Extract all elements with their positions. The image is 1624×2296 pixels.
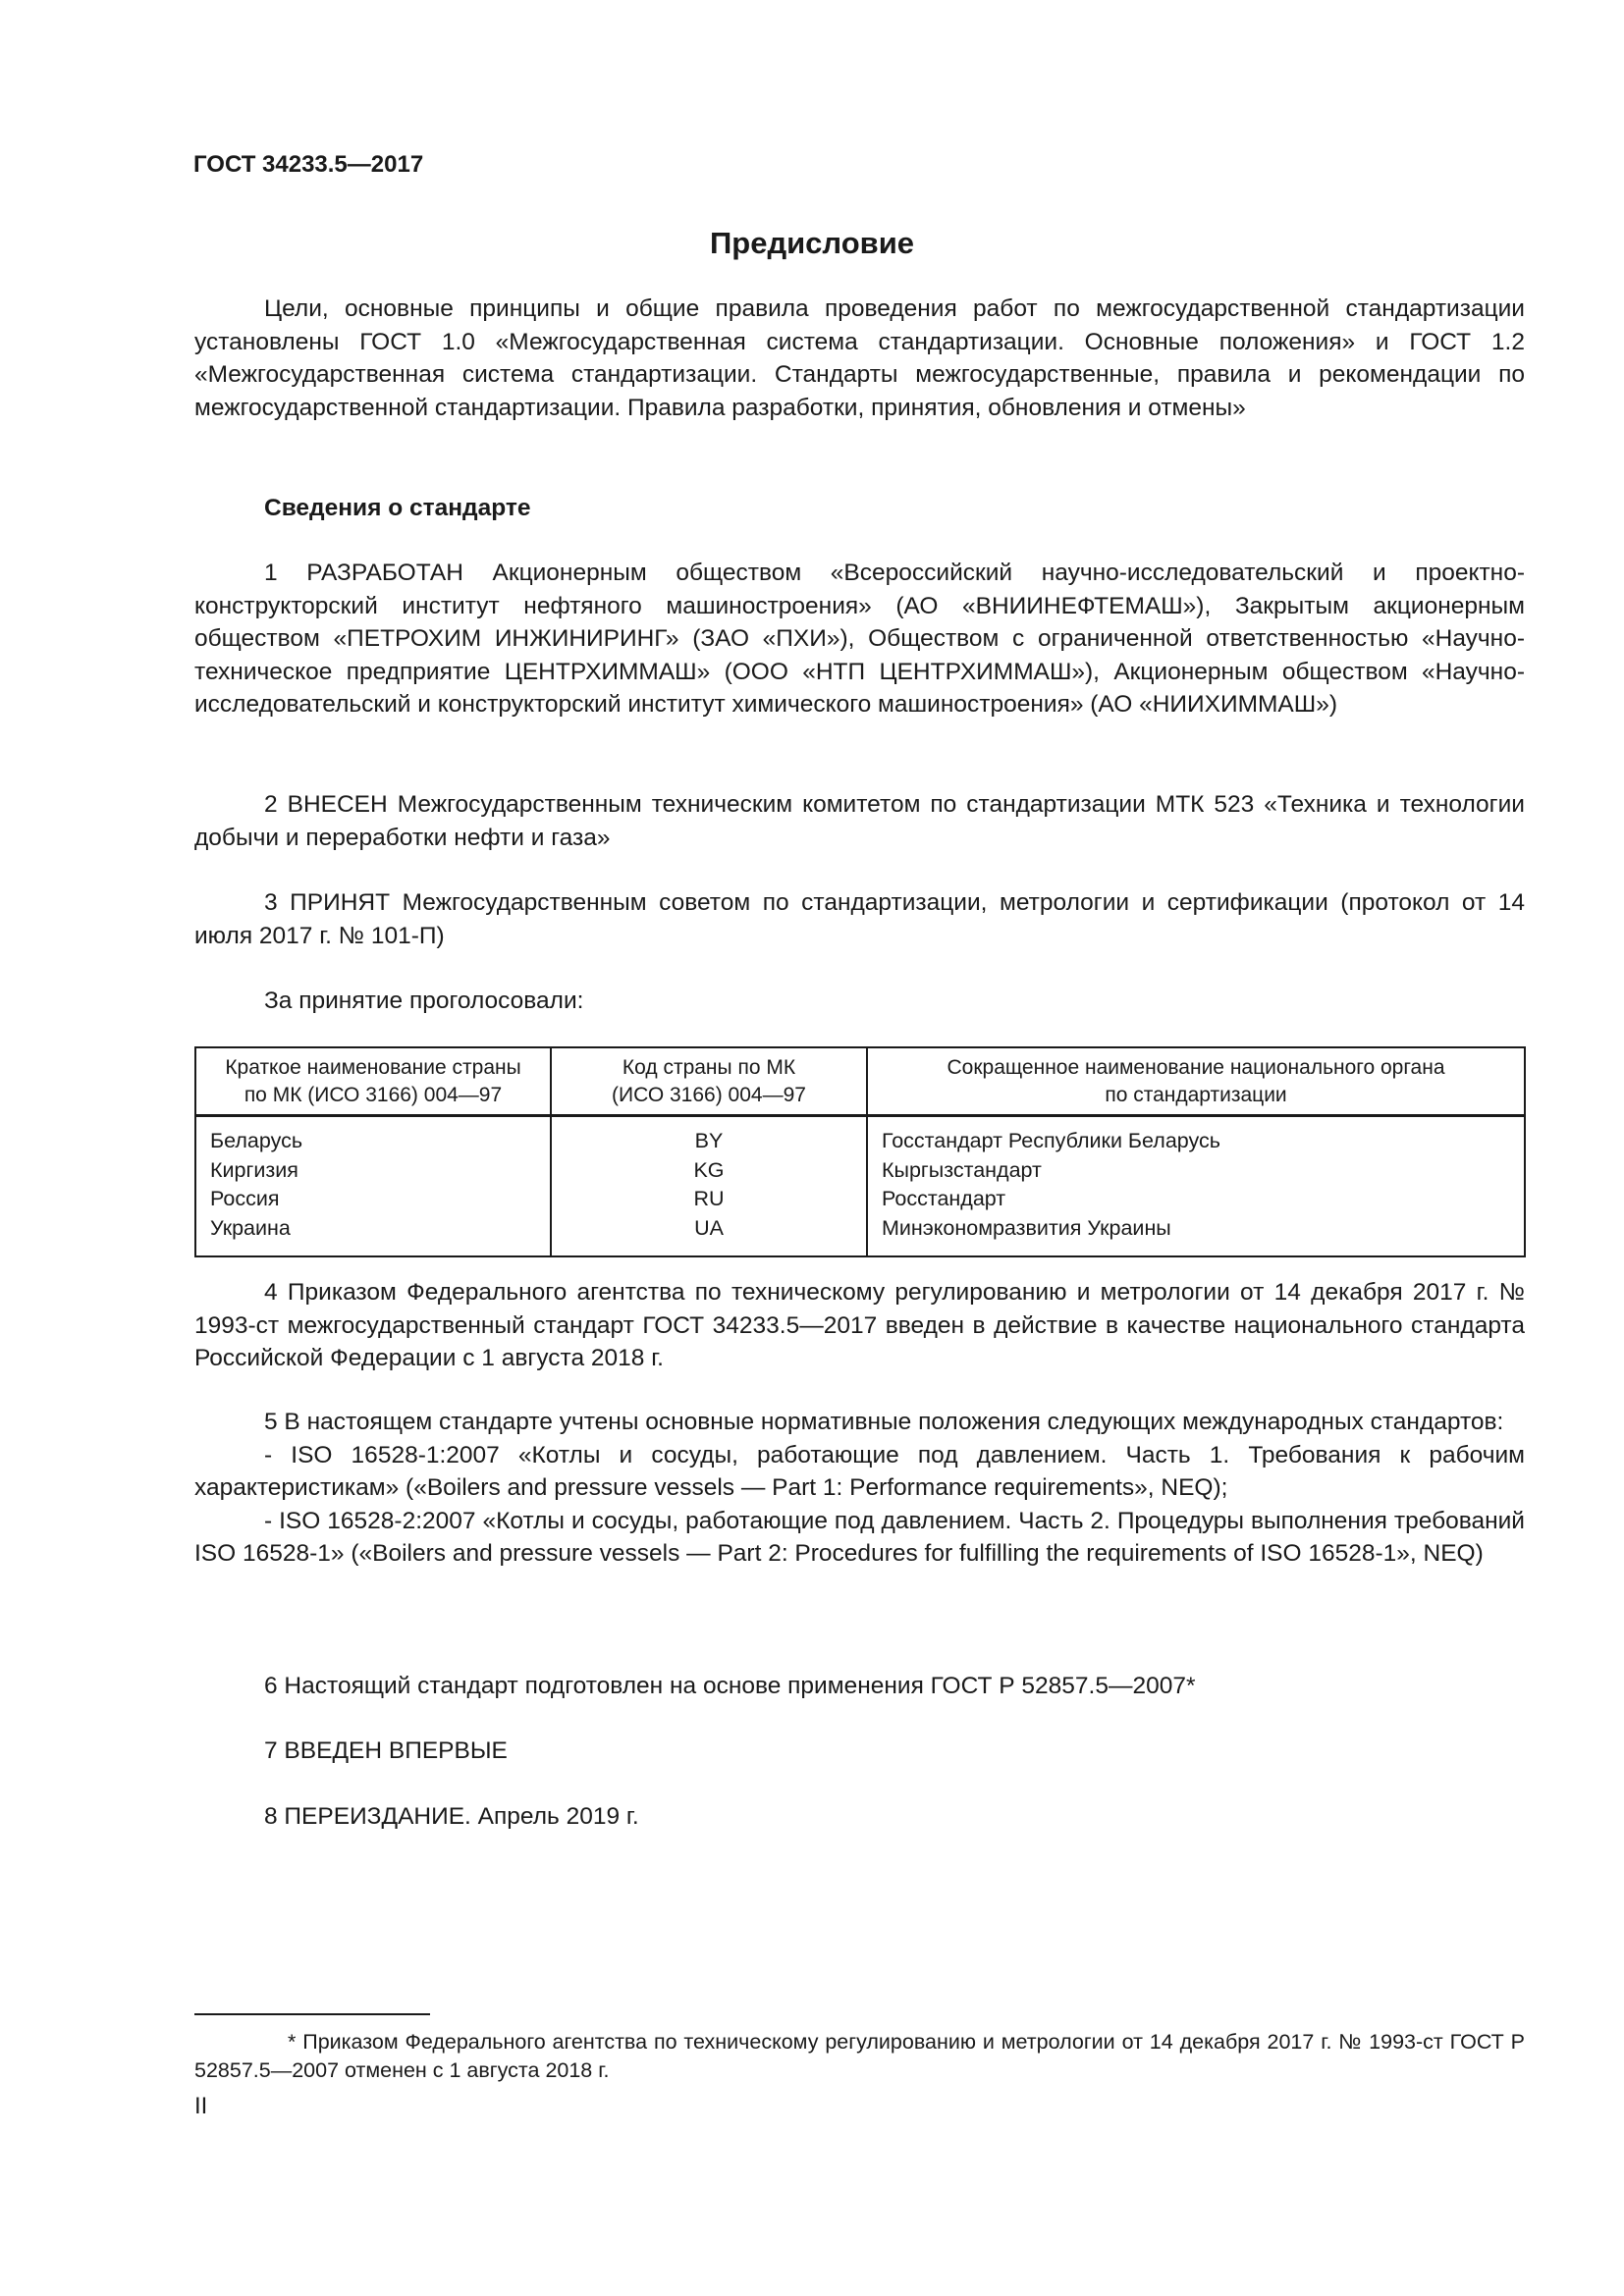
item-1-block (194, 557, 1525, 721)
table-row (195, 1116, 1525, 1156)
item-5-block (194, 1406, 1525, 1571)
header-country-code (551, 1047, 867, 1116)
header-code-line-1: Код страны по МК (622, 1055, 796, 1079)
voting-table (194, 1046, 1526, 1257)
cell-country: Беларусь (195, 1116, 551, 1156)
footnote-divider (194, 2013, 430, 2015)
header-code-line-2: (ИСО 3166) 004—97 (612, 1083, 806, 1106)
intro-paragraph: Цели, основные принципы и общие правила проведения работ по межгосударственной стандартизации установлены ГОСТ 1.0 «Межгосударственная система стандартизации. Основные положения» и ГОСТ 1.2 «Межгосударственная система стандартизации. Стандарты межгосударственные, правила и рекомендации по межгосударственной стандартизации. Правила разработки, принятия, обновления и отмены» (194, 295, 1525, 421)
header-body-line-1: Сокращенное наименование национального органа (947, 1055, 1445, 1079)
document-code-header: ГОСТ 34233.5—2017 (193, 151, 424, 178)
item-3-block (194, 886, 1525, 952)
vote-label-block (194, 985, 1525, 1018)
cell-country: Киргизия (195, 1156, 551, 1186)
table-header-row (195, 1047, 1525, 1116)
item-7-block (194, 1735, 1525, 1768)
item-4-order: 4 Приказом Федерального агентства по техническому регулированию и метрологии от 14 декабря 2017 г. № 1993-ст межгосударственный стандарт ГОСТ 34233.5—2017 введен в действие в качестве национального стандарта Российской Федерации с 1 августа 2018 г. (194, 1279, 1525, 1372)
cell-code: RU (551, 1185, 867, 1214)
item-4-block (194, 1276, 1525, 1375)
cell-body: Росстандарт (867, 1185, 1525, 1214)
header-body-line-2: по стандартизации (1105, 1083, 1287, 1106)
cell-code: BY (551, 1116, 867, 1156)
table-row (195, 1214, 1525, 1257)
footnote: * Приказом Федерального агентства по техническому регулированию и метрологии от 14 декабря 2017 г. № 1993-ст ГОСТ Р 52857.5—2007 отменен с 1 августа 2018 г. (194, 2030, 1525, 2082)
cell-country: Россия (195, 1185, 551, 1214)
header-country-name (195, 1047, 551, 1116)
cell-country: Украина (195, 1214, 551, 1257)
item-5-standard-2: - ISO 16528-2:2007 «Котлы и сосуды, работающие под давлением. Часть 2. Процедуры выполнения требований ISO 16528-1» («Boilers and pressure vessels — Part 2: Procedures for fulfilling the requirements of ISO 16528-1», NEQ) (194, 1507, 1525, 1568)
header-country-line-1: Краткое наименование страны (225, 1055, 521, 1079)
cell-body: Госстандарт Республики Беларусь (867, 1116, 1525, 1156)
cell-code: UA (551, 1214, 867, 1257)
item-1-developed: 1 РАЗРАБОТАН Акционерным обществом «Всероссийский научно-исследовательский и проектно-конструкторский институт нефтяного машиностроения» (АО «ВНИИНЕФТЕМАШ»), Закрытым акционерным обществом «ПЕТРОХИМ ИНЖИНИРИНГ» (ЗАО «ПХИ»), Обществом с ограниченной ответственностью «Научно-техническое предприятие ЦЕНТРХИММАШ» (ООО «НТП ЦЕНТРХИММАШ»), Акционерным обществом «Научно-исследовательский и конструкторский институт химического машиностроения» (АО «НИИХИММАШ») (194, 560, 1525, 719)
item-8-reissue: 8 ПЕРЕИЗДАНИЕ. Апрель 2019 г. (264, 1803, 639, 1830)
table-row (195, 1185, 1525, 1214)
cell-code: KG (551, 1156, 867, 1186)
item-6-block (194, 1670, 1525, 1703)
item-6-basis: 6 Настоящий стандарт подготовлен на основе применения ГОСТ Р 52857.5—2007* (264, 1673, 1196, 1699)
item-5-intro: 5 В настоящем стандарте учтены основные нормативные положения следующих международных стандартов: (264, 1409, 1504, 1435)
header-country-line-2: по МК (ИСО 3166) 004—97 (244, 1083, 503, 1106)
page-number: II (194, 2093, 208, 2119)
info-heading: Сведения о стандарте (264, 495, 531, 521)
item-3-adopted: 3 ПРИНЯТ Межгосударственным советом по стандартизации, метрологии и сертификации (протокол от 14 июля 2017 г. № 101-П) (194, 889, 1525, 949)
item-2-block (194, 788, 1525, 854)
table-row (195, 1156, 1525, 1186)
header-national-body (867, 1047, 1525, 1116)
cell-body: Минэкономразвития Украины (867, 1214, 1525, 1257)
intro-block (194, 293, 1525, 424)
vote-label: За принятие проголосовали: (264, 988, 584, 1014)
info-heading-block (194, 492, 1525, 525)
item-2-submitted: 2 ВНЕСЕН Межгосударственным техническим комитетом по стандартизации МТК 523 «Техника и технологии добычи и переработки нефти и газа» (194, 791, 1525, 851)
item-8-block (194, 1800, 1525, 1834)
cell-body: Кыргызстандарт (867, 1156, 1525, 1186)
item-7-first-introduced: 7 ВВЕДЕН ВПЕРВЫЕ (264, 1737, 508, 1764)
page-title: Предисловие (709, 226, 914, 260)
item-5-standard-1: - ISO 16528-1:2007 «Котлы и сосуды, работающие под давлением. Часть 1. Требования к рабочим характеристикам» («Boilers and pressure vessels — Part 1: Performance requirements», NEQ); (194, 1441, 1525, 1502)
